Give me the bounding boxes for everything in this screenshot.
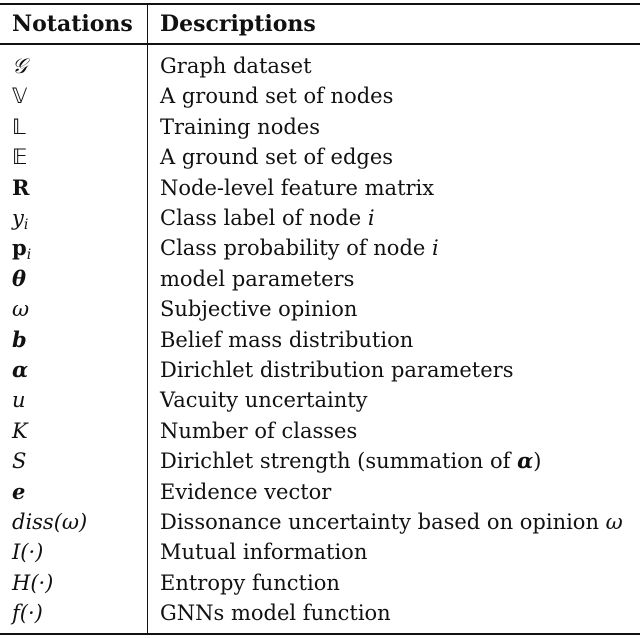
notation-symbol: I(·): [12, 540, 44, 565]
notation-description: GNNs model function: [160, 601, 391, 626]
notation-symbol: 𝔼: [12, 145, 28, 170]
notation-description: Dirichlet strength (summation of α): [160, 448, 542, 474]
notation-symbol: 𝒢: [12, 54, 27, 78]
table-row: [0, 355, 640, 385]
notation-description: Belief mass distribution: [160, 327, 414, 352]
notation-symbol: S: [12, 449, 27, 474]
notation-description: Vacuity uncertainty: [160, 388, 368, 413]
notation-symbol: K: [12, 418, 28, 443]
notation-description: Number of classes: [160, 418, 358, 443]
notation-description: A ground set of edges: [160, 145, 394, 170]
notation-description: Entropy function: [160, 570, 340, 595]
notation-symbol: 𝕍: [12, 84, 28, 109]
notation-symbol: R: [12, 174, 30, 200]
table-row: [0, 173, 640, 203]
notation-description: Subjective opinion: [160, 297, 358, 322]
table-row: [0, 112, 640, 142]
table-row: [0, 264, 640, 294]
notation-description: Dissonance uncertainty based on opinion ω: [160, 510, 623, 534]
table-row: [0, 568, 640, 598]
table-row: [0, 507, 640, 537]
header-rule: [0, 43, 640, 45]
notation-symbol: H(·): [12, 570, 54, 595]
notation-description: A ground set of nodes: [160, 84, 394, 109]
notation-symbol: α: [12, 357, 29, 382]
bottom-rule: [0, 633, 640, 635]
table-row: [0, 446, 640, 476]
notation-symbol: ω: [12, 297, 30, 322]
notation-description: model parameters: [160, 266, 355, 291]
table-row: [0, 142, 640, 172]
notation-description: Class probability of node i: [160, 236, 439, 261]
table-row: [0, 294, 640, 324]
table-row: [0, 325, 640, 355]
notation-symbol: $p_i$: [12, 235, 32, 264]
notation-symbol: b: [12, 326, 27, 352]
notation-symbol: diss(ω): [12, 510, 88, 534]
table-row: [0, 477, 640, 507]
table-row: [0, 233, 640, 263]
notation-description: Dirichlet distribution parameters: [160, 358, 514, 382]
notation-description: Class label of node i: [160, 206, 375, 230]
header-descriptions: Descriptions: [160, 11, 316, 37]
notation-symbol: e: [12, 478, 26, 504]
table-row: [0, 385, 640, 415]
notation-description: Training nodes: [160, 114, 320, 139]
table-row: [0, 537, 640, 567]
table-row: [0, 81, 640, 111]
table-row: [0, 416, 640, 446]
notation-description: Mutual information: [160, 540, 368, 565]
notation-symbol: 𝕃: [12, 114, 26, 139]
notation-symbol: θ: [12, 265, 27, 291]
table-row: [0, 203, 640, 233]
header-notations: Notations: [12, 11, 133, 37]
notation-description: Evidence vector: [160, 479, 332, 504]
notation-description: Graph dataset: [160, 54, 312, 78]
notation-symbol: f(·): [12, 601, 43, 626]
notation-symbol: $y_i$: [12, 206, 29, 233]
notation-symbol: u: [12, 388, 26, 413]
table-row: [0, 598, 640, 628]
notation-description: Node-level feature matrix: [160, 175, 435, 200]
table-row: [0, 51, 640, 81]
